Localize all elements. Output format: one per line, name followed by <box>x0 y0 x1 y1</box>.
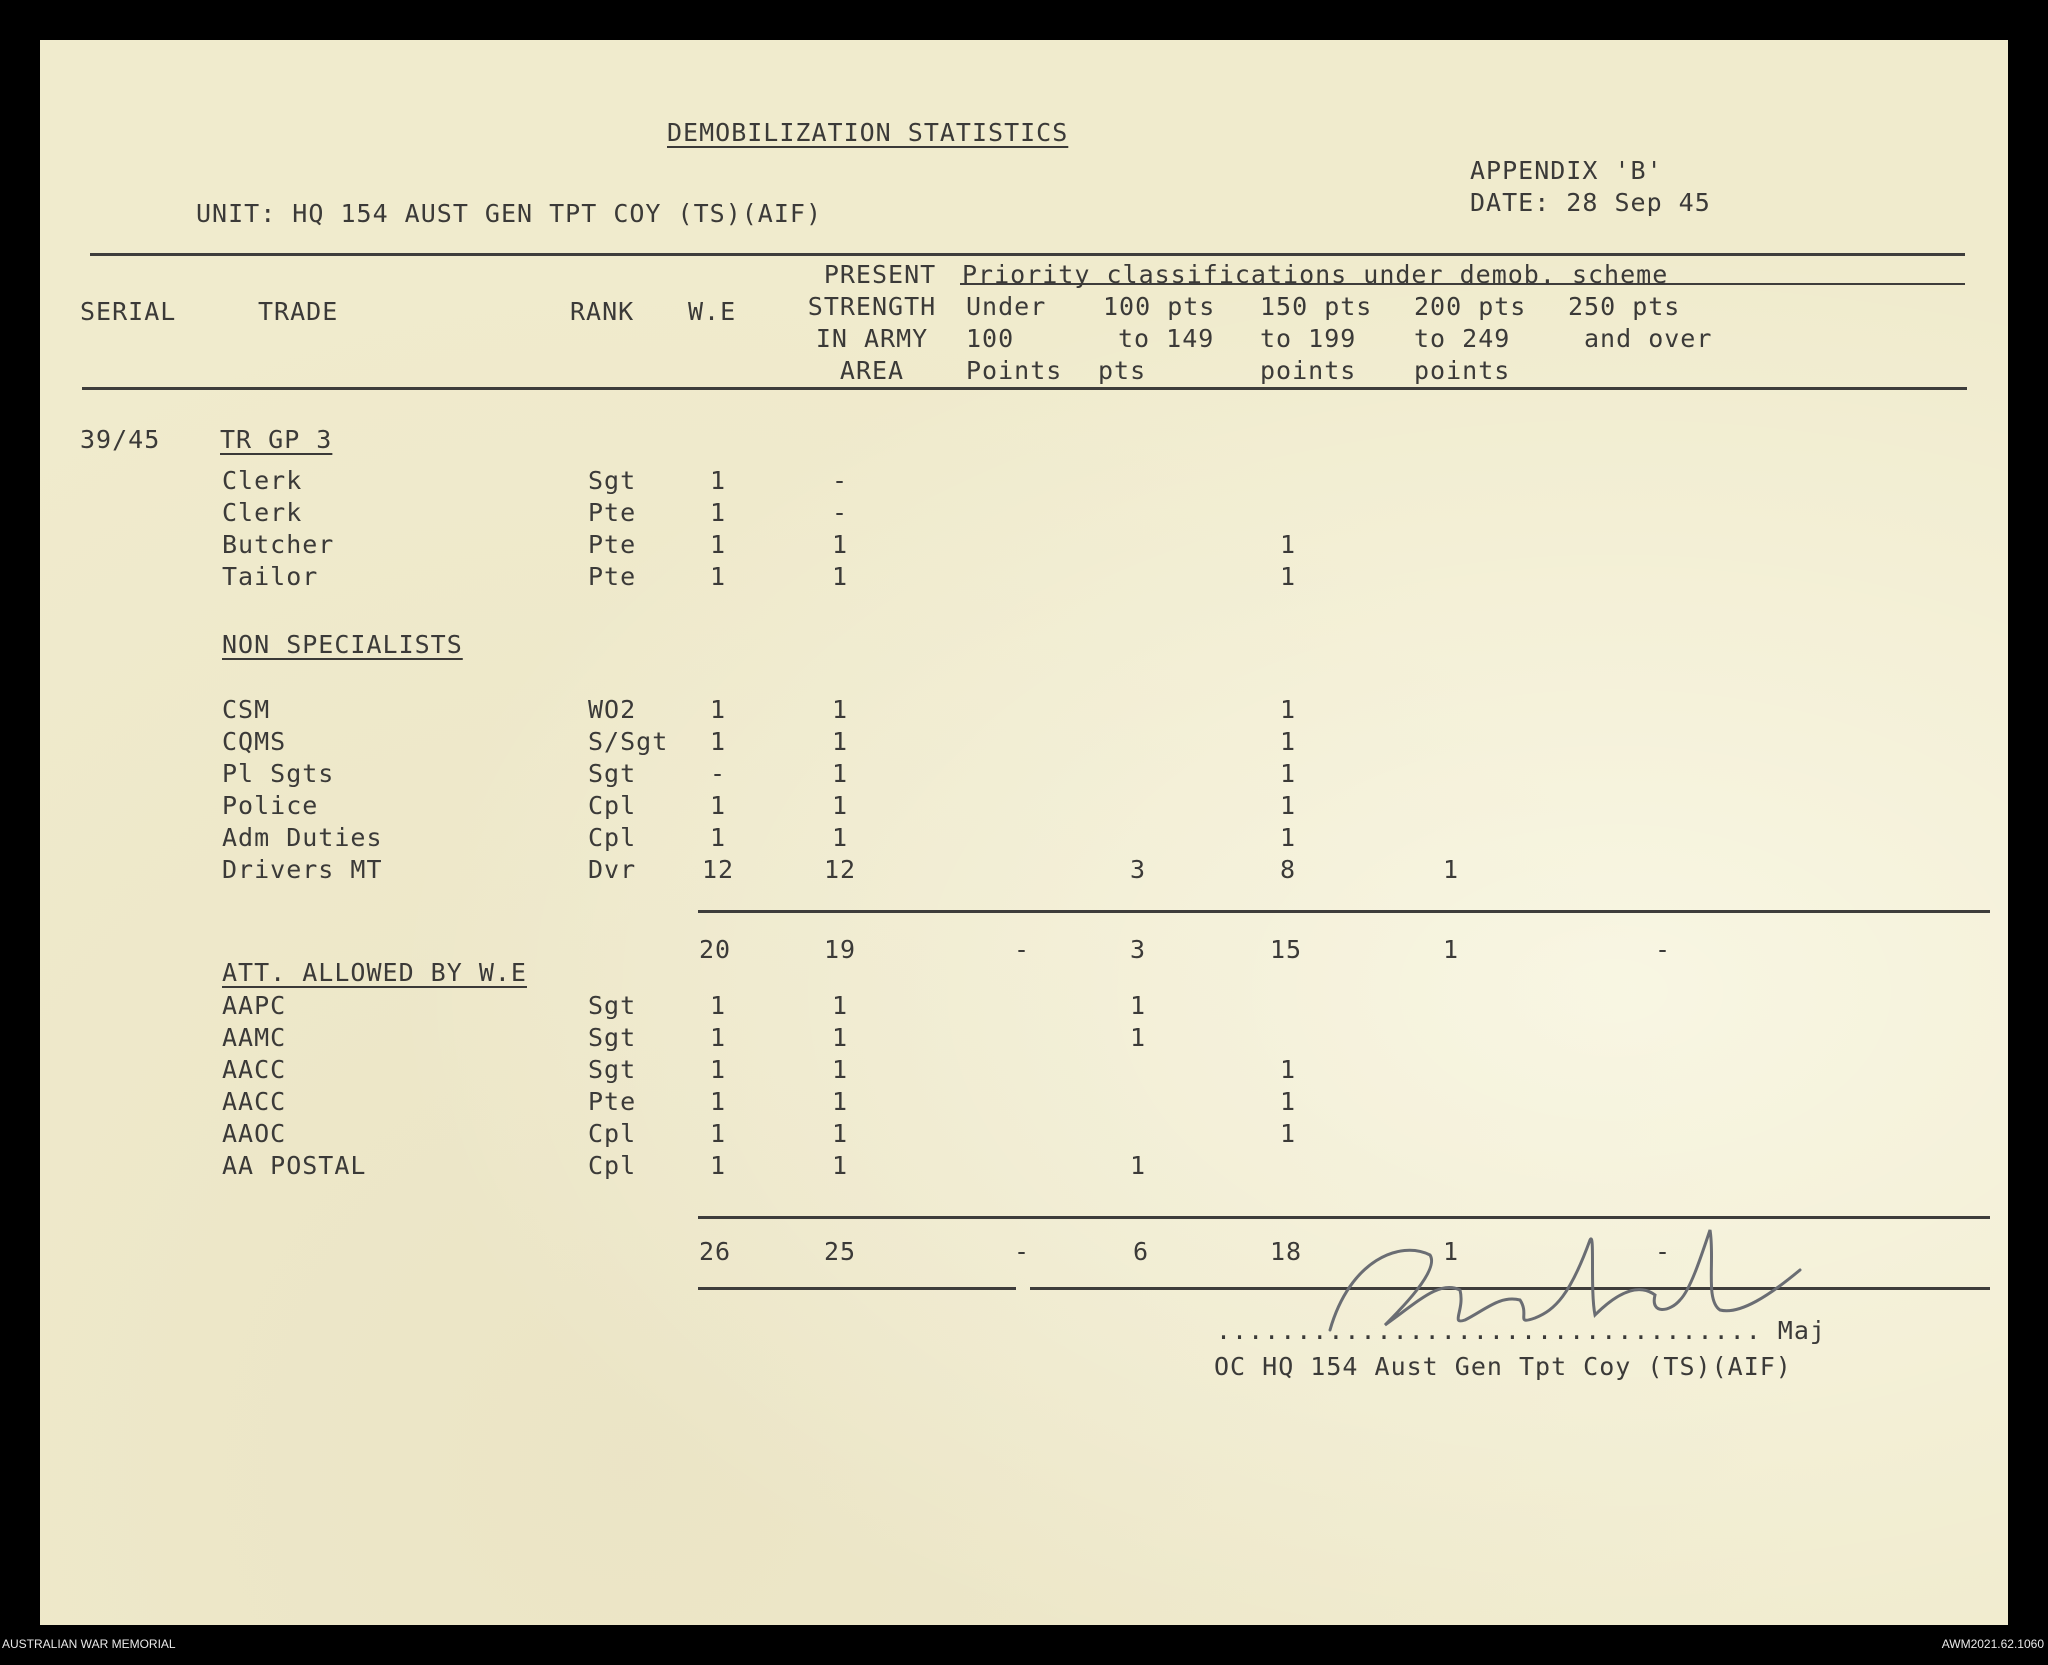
row-trade: Adm Duties <box>222 823 383 852</box>
row-we: 1 <box>709 466 727 495</box>
row-trade: AAOC <box>222 1119 287 1148</box>
row-p3: 8 <box>1279 855 1297 884</box>
total-we: 26 <box>698 1237 732 1266</box>
row-p3: 1 <box>1279 791 1297 820</box>
document-date: DATE: 28 Sep 45 <box>1470 188 1711 217</box>
header-p4-2: to 249 <box>1414 324 1511 353</box>
row-trade: AA POSTAL <box>222 1151 367 1180</box>
signature-block: OC HQ 154 Aust Gen Tpt Coy (TS)(AIF) <box>1214 1352 1792 1381</box>
row-rank: Dvr <box>588 855 637 884</box>
row-we: 1 <box>709 727 727 756</box>
row-trade: AAPC <box>222 991 287 1020</box>
row-present: 1 <box>831 1151 849 1180</box>
row-trade: AAMC <box>222 1023 287 1052</box>
header-present-4: AREA <box>839 356 905 385</box>
row-trade: Clerk <box>222 498 303 527</box>
row-rank: Sgt <box>588 1023 637 1052</box>
row-present: 1 <box>831 695 849 724</box>
header-p1-3: Points <box>966 356 1063 385</box>
row-p3: 1 <box>1279 530 1297 559</box>
row-we: 1 <box>709 1087 727 1116</box>
row-rank: Cpl <box>588 1119 637 1148</box>
row-trade: AACC <box>222 1087 287 1116</box>
subtotal-rule <box>698 910 1990 913</box>
header-p4-1: 200 pts <box>1414 292 1527 321</box>
unit-line: UNIT: HQ 154 AUST GEN TPT COY (TS)(AIF) <box>196 199 822 228</box>
row-rank: Sgt <box>588 466 637 495</box>
subtotal-p2: 3 <box>1129 935 1147 964</box>
row-rank: WO2 <box>588 695 637 724</box>
row-we: 1 <box>709 562 727 591</box>
row-we: 1 <box>709 1119 727 1148</box>
row-we: 1 <box>709 1023 727 1052</box>
row-p3: 1 <box>1279 727 1297 756</box>
signature-dots: .................................. Maj <box>1216 1316 1826 1345</box>
row-present: 1 <box>831 1023 849 1052</box>
row-present: 1 <box>831 759 849 788</box>
row-rank: Sgt <box>588 991 637 1020</box>
header-we: W.E <box>688 297 737 326</box>
row-we: 12 <box>701 855 735 884</box>
total-p4: 1 <box>1442 1237 1460 1266</box>
total-p2: 6 <box>1132 1237 1150 1266</box>
subtotal-present: 19 <box>823 935 857 964</box>
row-p4: 1 <box>1442 855 1460 884</box>
row-present: 1 <box>831 1119 849 1148</box>
row-we: 1 <box>709 1151 727 1180</box>
total-rule-bottom-left <box>698 1287 1016 1290</box>
header-present-2: STRENGTH <box>807 292 937 321</box>
total-present: 25 <box>823 1237 857 1266</box>
header-p5-2: and over <box>1584 324 1713 353</box>
row-we: 1 <box>709 530 727 559</box>
header-rank: RANK <box>570 297 635 326</box>
row-present: 1 <box>831 727 849 756</box>
group-non-specialists: NON SPECIALISTS <box>222 630 463 659</box>
subtotal-we: 20 <box>698 935 732 964</box>
row-rank: Cpl <box>588 823 637 852</box>
row-present: 12 <box>823 855 857 884</box>
footer-institution: AUSTRALIAN WAR MEMORIAL <box>2 1637 176 1651</box>
row-we: 1 <box>709 991 727 1020</box>
total-p1: - <box>1013 1237 1031 1266</box>
header-p4-3: points <box>1414 356 1511 385</box>
row-p3: 1 <box>1279 695 1297 724</box>
row-present: 1 <box>831 1087 849 1116</box>
subtotal-p1: - <box>1013 935 1031 964</box>
header-serial: SERIAL <box>80 297 177 326</box>
header-p5-1: 250 pts <box>1568 292 1681 321</box>
header-p3-1: 150 pts <box>1260 292 1373 321</box>
row-we: 1 <box>709 823 727 852</box>
row-we: 1 <box>709 1055 727 1084</box>
document-title: DEMOBILIZATION STATISTICS <box>667 118 1069 147</box>
group-tr-gp-3: TR GP 3 <box>220 425 333 454</box>
header-p2-3: pts <box>1098 356 1147 385</box>
header-p3-3: points <box>1260 356 1357 385</box>
row-present: 1 <box>831 562 849 591</box>
row-trade: CQMS <box>222 727 287 756</box>
row-p3: 1 <box>1279 1119 1297 1148</box>
header-p1-2: 100 <box>966 324 1015 353</box>
row-trade: AACC <box>222 1055 287 1084</box>
row-rank: Sgt <box>588 1055 637 1084</box>
row-trade: Pl Sgts <box>222 759 335 788</box>
header-present-1: PRESENT <box>823 260 937 289</box>
row-trade: Drivers MT <box>222 855 383 884</box>
row-trade: Butcher <box>222 530 335 559</box>
row-present: 1 <box>831 991 849 1020</box>
row-present: - <box>831 498 849 527</box>
header-present-3: IN ARMY <box>815 324 929 353</box>
subtotal-p3: 15 <box>1269 935 1303 964</box>
group-attached: ATT. ALLOWED BY W.E <box>222 958 527 987</box>
total-p5: - <box>1654 1237 1672 1266</box>
header-trade: TRADE <box>258 297 339 326</box>
serial-number: 39/45 <box>80 425 161 454</box>
footer-accession: AWM2021.62.1060 <box>1941 1637 2044 1651</box>
row-present: 1 <box>831 823 849 852</box>
row-we: - <box>709 759 727 788</box>
row-p3: 1 <box>1279 562 1297 591</box>
row-p2: 1 <box>1129 1151 1147 1180</box>
row-we: 1 <box>709 791 727 820</box>
row-present: 1 <box>831 1055 849 1084</box>
row-rank: Pte <box>588 530 637 559</box>
header-rule-bottom <box>82 387 1967 390</box>
header-priority: Priority classifications under demob. scheme <box>962 260 1669 289</box>
header-p3-2: to 199 <box>1260 324 1357 353</box>
row-p2: 1 <box>1129 1023 1147 1052</box>
row-present: - <box>831 466 849 495</box>
header-p2-1: 100 pts <box>1103 292 1216 321</box>
header-p1-1: Under <box>966 292 1047 321</box>
row-rank: Cpl <box>588 791 637 820</box>
row-rank: Pte <box>588 498 637 527</box>
subtotal-p5: - <box>1654 935 1672 964</box>
row-p3: 1 <box>1279 759 1297 788</box>
row-trade: Clerk <box>222 466 303 495</box>
row-rank: S/Sgt <box>588 727 669 756</box>
row-p3: 1 <box>1279 1087 1297 1116</box>
total-p3: 18 <box>1269 1237 1303 1266</box>
row-p2: 3 <box>1129 855 1147 884</box>
row-p3: 1 <box>1279 823 1297 852</box>
subtotal-p4: 1 <box>1442 935 1460 964</box>
row-we: 1 <box>709 695 727 724</box>
row-p2: 1 <box>1129 991 1147 1020</box>
row-trade: Police <box>222 791 319 820</box>
header-p2-2: to 149 <box>1118 324 1215 353</box>
row-p3: 1 <box>1279 1055 1297 1084</box>
row-we: 1 <box>709 498 727 527</box>
row-rank: Cpl <box>588 1151 637 1180</box>
appendix-label: APPENDIX 'B' <box>1470 156 1663 185</box>
row-present: 1 <box>831 530 849 559</box>
row-trade: CSM <box>222 695 271 724</box>
row-rank: Pte <box>588 1087 637 1116</box>
header-rule-top <box>90 253 1965 256</box>
row-rank: Pte <box>588 562 637 591</box>
row-trade: Tailor <box>222 562 319 591</box>
row-rank: Sgt <box>588 759 637 788</box>
row-present: 1 <box>831 791 849 820</box>
